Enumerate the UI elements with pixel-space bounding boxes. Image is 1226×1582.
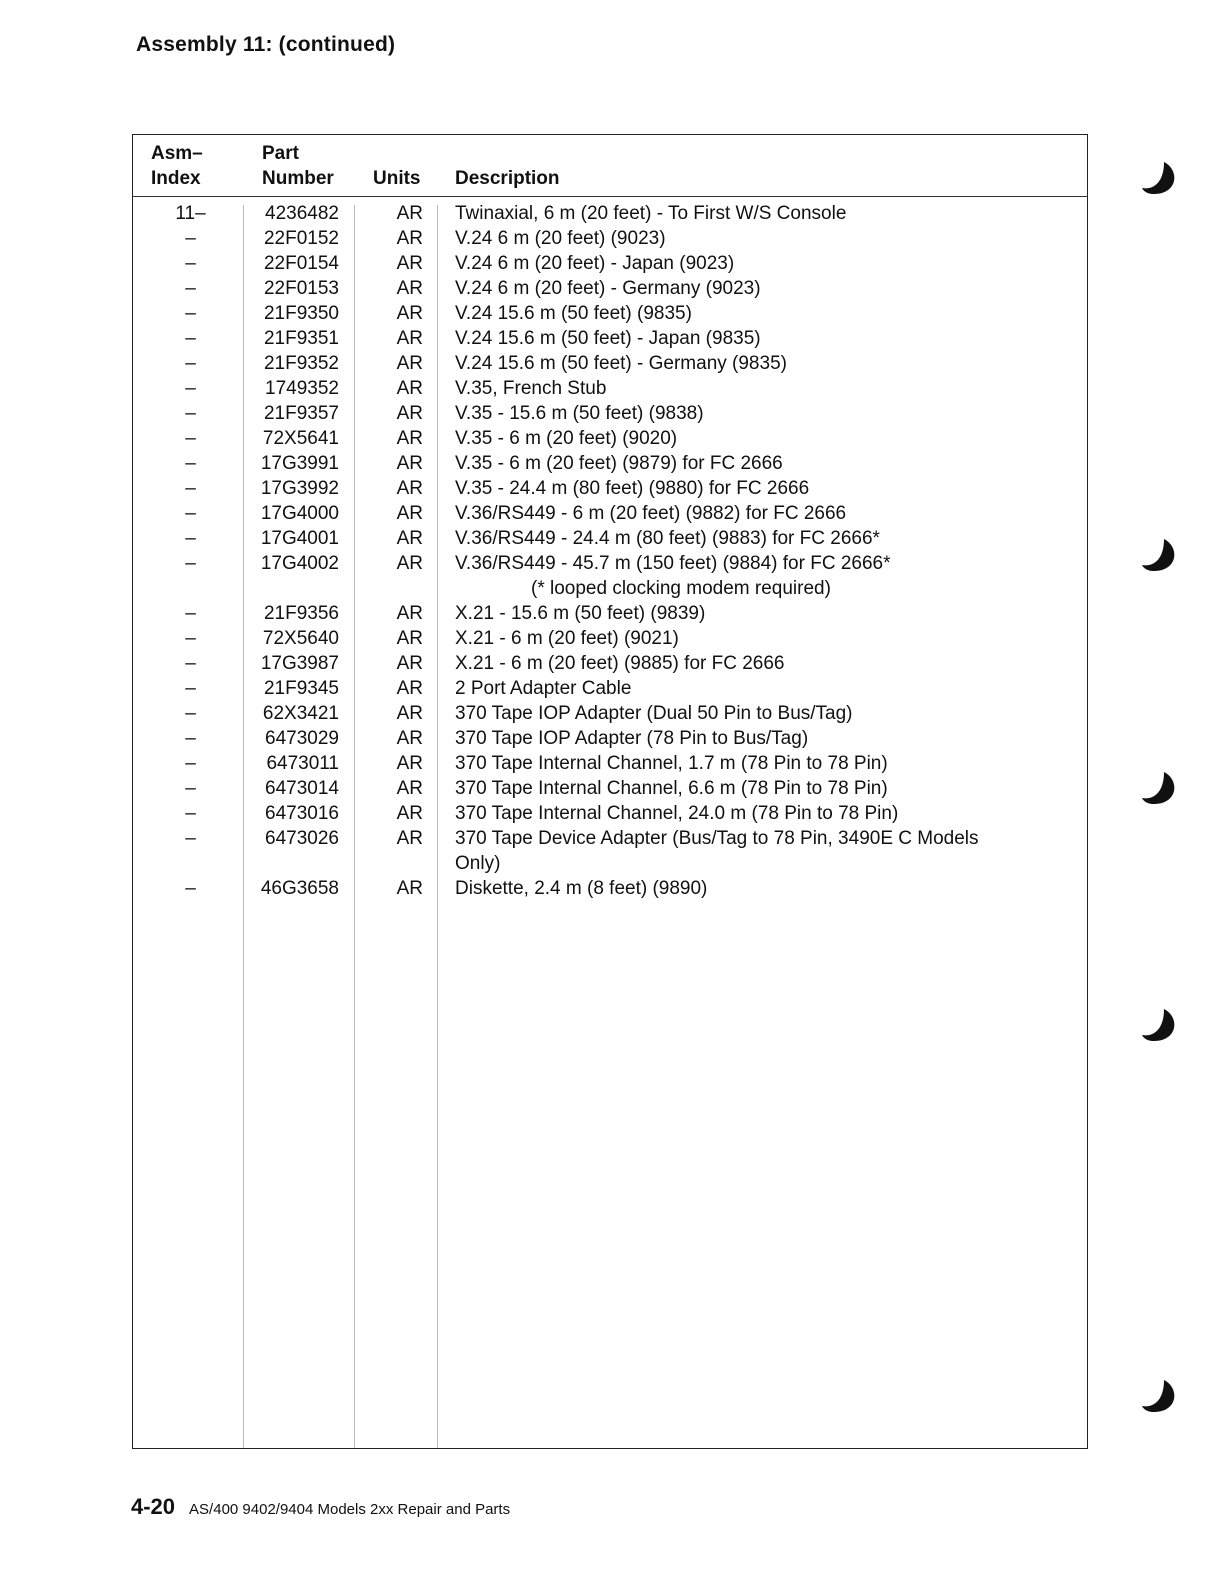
part-number-cell: 17G3987 bbox=[260, 653, 339, 674]
binder-hole-icon bbox=[1140, 768, 1182, 810]
units-cell: AR bbox=[396, 803, 423, 824]
description-text: V.24 6 m (20 feet) - Japan (9023) bbox=[455, 253, 735, 274]
units-cell: AR bbox=[396, 253, 423, 274]
description-text: 2 Port Adapter Cable bbox=[455, 678, 632, 699]
description-text: V.24 15.6 m (50 feet) - Japan (9835) bbox=[455, 328, 761, 349]
table-row bbox=[133, 701, 1087, 726]
table-body bbox=[133, 201, 1087, 901]
units-cell: AR bbox=[396, 378, 423, 399]
description-text: V.36/RS449 - 24.4 m (80 feet) (9883) for FC 2666* bbox=[455, 528, 880, 549]
asm-index-cell: – bbox=[185, 778, 196, 799]
table-row bbox=[133, 426, 1087, 451]
description-cell bbox=[455, 451, 1055, 476]
table-row bbox=[133, 301, 1087, 326]
asm-index-cell: – bbox=[185, 803, 196, 824]
table-row bbox=[133, 351, 1087, 376]
units-cell: AR bbox=[396, 778, 423, 799]
asm-index-cell: – bbox=[185, 503, 196, 524]
description-cell bbox=[455, 601, 1055, 626]
units-cell: AR bbox=[396, 228, 423, 249]
description-note: (* looped clocking modem required) bbox=[531, 578, 831, 599]
description-cell bbox=[455, 401, 1055, 426]
description-note: Only) bbox=[455, 853, 501, 874]
asm-index-cell: – bbox=[185, 728, 196, 749]
part-number-cell: 21F9357 bbox=[263, 403, 339, 424]
description-cell bbox=[455, 426, 1055, 451]
part-number-cell: 22F0152 bbox=[263, 228, 339, 249]
description-text: V.35 - 6 m (20 feet) (9879) for FC 2666 bbox=[455, 453, 783, 474]
description-cell bbox=[455, 326, 1055, 351]
description-text: X.21 - 6 m (20 feet) (9021) bbox=[455, 628, 679, 649]
description-text: V.24 15.6 m (50 feet) (9835) bbox=[455, 303, 692, 324]
header-asm-line1: Asm– bbox=[151, 143, 203, 164]
units-cell: AR bbox=[396, 503, 423, 524]
asm-index-cell: – bbox=[185, 253, 196, 274]
description-text: 370 Tape Device Adapter (Bus/Tag to 78 Pin, 3490E C Models bbox=[455, 828, 979, 849]
description-cell bbox=[455, 726, 1055, 751]
description-text: 370 Tape Internal Channel, 6.6 m (78 Pin to 78 Pin) bbox=[455, 778, 888, 799]
description-cell bbox=[455, 876, 1055, 901]
units-cell: AR bbox=[396, 603, 423, 624]
header-divider bbox=[133, 196, 1087, 197]
asm-index-cell: – bbox=[185, 428, 196, 449]
part-number-cell: 17G3992 bbox=[260, 478, 339, 499]
description-text: V.35, French Stub bbox=[455, 378, 607, 399]
part-number-cell: 22F0153 bbox=[263, 278, 339, 299]
description-cell bbox=[455, 376, 1055, 401]
part-number-cell: 17G4001 bbox=[260, 528, 339, 549]
asm-index-cell: 11– bbox=[175, 203, 206, 224]
description-text: X.21 - 6 m (20 feet) (9885) for FC 2666 bbox=[455, 653, 785, 674]
asm-index-cell: – bbox=[185, 753, 196, 774]
units-cell: AR bbox=[396, 728, 423, 749]
header-units: Units bbox=[373, 168, 421, 189]
description-cell bbox=[455, 626, 1055, 651]
description-cell bbox=[455, 301, 1055, 326]
asm-index-cell: – bbox=[185, 528, 196, 549]
description-text: 370 Tape Internal Channel, 24.0 m (78 Pin to 78 Pin) bbox=[455, 803, 899, 824]
part-number-cell: 22F0154 bbox=[263, 253, 339, 274]
table-row bbox=[133, 276, 1087, 301]
header-part-line2: Number bbox=[262, 168, 334, 189]
part-number-cell: 21F9351 bbox=[263, 328, 339, 349]
units-cell: AR bbox=[396, 478, 423, 499]
header-asm-index bbox=[151, 141, 203, 191]
asm-index-cell: – bbox=[185, 828, 196, 849]
binder-hole-icon bbox=[1140, 1005, 1182, 1047]
description-cell bbox=[455, 651, 1055, 676]
units-cell: AR bbox=[396, 303, 423, 324]
table-row bbox=[133, 526, 1087, 551]
table-row bbox=[133, 376, 1087, 401]
description-cell bbox=[455, 526, 1055, 551]
table-row bbox=[133, 551, 1087, 601]
table-row bbox=[133, 651, 1087, 676]
description-text: 370 Tape Internal Channel, 1.7 m (78 Pin to 78 Pin) bbox=[455, 753, 888, 774]
description-cell bbox=[455, 226, 1055, 251]
asm-index-cell: – bbox=[185, 878, 196, 899]
page-heading: Assembly 11: (continued) bbox=[136, 33, 396, 56]
asm-index-cell: – bbox=[185, 653, 196, 674]
description-text: Twinaxial, 6 m (20 feet) - To First W/S Console bbox=[455, 203, 847, 224]
description-cell bbox=[455, 201, 1055, 226]
units-cell: AR bbox=[396, 678, 423, 699]
asm-index-cell: – bbox=[185, 403, 196, 424]
asm-index-cell: – bbox=[185, 678, 196, 699]
description-cell bbox=[455, 501, 1055, 526]
description-text: V.36/RS449 - 45.7 m (150 feet) (9884) for FC 2666* bbox=[455, 553, 891, 574]
units-cell: AR bbox=[396, 628, 423, 649]
description-cell bbox=[455, 826, 1055, 876]
description-cell bbox=[455, 701, 1055, 726]
units-cell: AR bbox=[396, 828, 423, 849]
part-number-cell: 17G4002 bbox=[260, 553, 339, 574]
table-row bbox=[133, 776, 1087, 801]
part-number-cell: 62X3421 bbox=[262, 703, 339, 724]
asm-index-cell: – bbox=[185, 328, 196, 349]
table-row bbox=[133, 826, 1087, 876]
description-text: V.35 - 15.6 m (50 feet) (9838) bbox=[455, 403, 704, 424]
asm-index-cell: – bbox=[185, 278, 196, 299]
part-number-cell: 6473011 bbox=[266, 753, 339, 774]
units-cell: AR bbox=[396, 753, 423, 774]
part-number-cell: 21F9356 bbox=[263, 603, 339, 624]
part-number-cell: 6473014 bbox=[265, 778, 339, 799]
units-cell: AR bbox=[396, 653, 423, 674]
table-row bbox=[133, 251, 1087, 276]
table-row bbox=[133, 676, 1087, 701]
table-row bbox=[133, 801, 1087, 826]
description-text: X.21 - 15.6 m (50 feet) (9839) bbox=[455, 603, 706, 624]
units-cell: AR bbox=[396, 203, 423, 224]
asm-index-cell: – bbox=[185, 453, 196, 474]
header-part-number bbox=[262, 141, 334, 191]
description-text: V.35 - 6 m (20 feet) (9020) bbox=[455, 428, 678, 449]
part-number-cell: 17G3991 bbox=[260, 453, 339, 474]
description-text: Diskette, 2.4 m (8 feet) (9890) bbox=[455, 878, 708, 899]
part-number-cell: 21F9350 bbox=[263, 303, 339, 324]
table-row bbox=[133, 326, 1087, 351]
binder-hole-icon bbox=[1140, 535, 1182, 577]
units-cell: AR bbox=[396, 353, 423, 374]
table-row bbox=[133, 726, 1087, 751]
part-number-cell: 17G4000 bbox=[260, 503, 339, 524]
part-number-cell: 6473026 bbox=[265, 828, 339, 849]
units-cell: AR bbox=[396, 878, 423, 899]
binder-hole-icon bbox=[1140, 158, 1182, 200]
units-cell: AR bbox=[396, 328, 423, 349]
description-cell bbox=[455, 476, 1055, 501]
table-row bbox=[133, 401, 1087, 426]
description-text: 370 Tape IOP Adapter (78 Pin to Bus/Tag) bbox=[455, 728, 809, 749]
description-text: V.35 - 24.4 m (80 feet) (9880) for FC 2666 bbox=[455, 478, 810, 499]
description-cell bbox=[455, 801, 1055, 826]
part-number-cell: 21F9345 bbox=[263, 678, 339, 699]
part-number-cell: 6473029 bbox=[265, 728, 339, 749]
description-text: V.24 15.6 m (50 feet) - Germany (9835) bbox=[455, 353, 787, 374]
part-number-cell: 72X5640 bbox=[262, 628, 339, 649]
asm-index-cell: – bbox=[185, 378, 196, 399]
units-cell: AR bbox=[396, 403, 423, 424]
header-part-line1: Part bbox=[262, 143, 299, 164]
description-cell bbox=[455, 276, 1055, 301]
asm-index-cell: – bbox=[185, 703, 196, 724]
table-row bbox=[133, 476, 1087, 501]
description-cell bbox=[455, 351, 1055, 376]
table-row bbox=[133, 226, 1087, 251]
description-text: V.24 6 m (20 feet) - Germany (9023) bbox=[455, 278, 761, 299]
table-row bbox=[133, 501, 1087, 526]
units-cell: AR bbox=[396, 703, 423, 724]
description-text: 370 Tape IOP Adapter (Dual 50 Pin to Bus/Tag) bbox=[455, 703, 853, 724]
part-number-cell: 21F9352 bbox=[263, 353, 339, 374]
table-row bbox=[133, 876, 1087, 901]
page-footer bbox=[131, 1494, 510, 1520]
part-number-cell: 6473016 bbox=[265, 803, 339, 824]
table-row bbox=[133, 626, 1087, 651]
asm-index-cell: – bbox=[185, 303, 196, 324]
header-description: Description bbox=[455, 168, 560, 189]
asm-index-cell: – bbox=[185, 228, 196, 249]
description-cell bbox=[455, 676, 1055, 701]
description-cell bbox=[455, 776, 1055, 801]
units-cell: AR bbox=[396, 428, 423, 449]
header-asm-line2: Index bbox=[151, 168, 201, 189]
asm-index-cell: – bbox=[185, 478, 196, 499]
description-cell bbox=[455, 251, 1055, 276]
table-row bbox=[133, 451, 1087, 476]
part-number-cell: 72X5641 bbox=[262, 428, 339, 449]
parts-table bbox=[132, 134, 1088, 1449]
description-text: V.24 6 m (20 feet) (9023) bbox=[455, 228, 666, 249]
asm-index-cell: – bbox=[185, 553, 196, 574]
units-cell: AR bbox=[396, 278, 423, 299]
units-cell: AR bbox=[396, 453, 423, 474]
table-row bbox=[133, 751, 1087, 776]
units-cell: AR bbox=[396, 553, 423, 574]
units-cell: AR bbox=[396, 528, 423, 549]
table-row bbox=[133, 201, 1087, 226]
description-text: V.36/RS449 - 6 m (20 feet) (9882) for FC 2666 bbox=[455, 503, 847, 524]
asm-index-cell: – bbox=[185, 628, 196, 649]
part-number-cell: 46G3658 bbox=[260, 878, 339, 899]
part-number-cell: 1749352 bbox=[265, 378, 339, 399]
description-cell bbox=[455, 551, 1055, 601]
binder-hole-icon bbox=[1140, 1376, 1182, 1418]
table-row bbox=[133, 601, 1087, 626]
part-number-cell: 4236482 bbox=[265, 203, 339, 224]
description-cell bbox=[455, 751, 1055, 776]
page-number: 4-20 bbox=[131, 1494, 176, 1519]
asm-index-cell: – bbox=[185, 353, 196, 374]
asm-index-cell: – bbox=[185, 603, 196, 624]
footer-title: AS/400 9402/9404 Models 2xx Repair and Parts bbox=[189, 1501, 511, 1518]
